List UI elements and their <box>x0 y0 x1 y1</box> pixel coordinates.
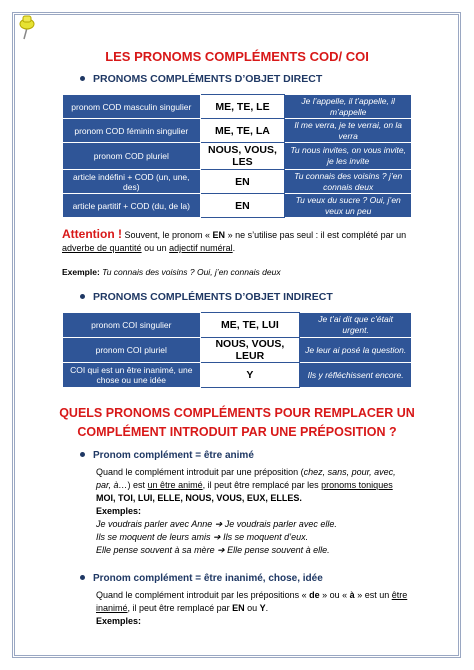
cod-label: article indéfini + COD (un, une, des) <box>63 170 201 194</box>
text: à <box>349 590 355 600</box>
text: Quand le complément introduit par une préposition ( <box>96 467 304 477</box>
text: , il peut être remplacé par <box>127 603 233 613</box>
bullet-icon <box>80 575 85 580</box>
pushpin-icon <box>18 14 36 40</box>
text: Y <box>259 603 266 613</box>
coi-table <box>62 312 412 388</box>
bullet-icon <box>80 294 85 299</box>
text: inanimé <box>96 603 128 613</box>
text: chez, sans, pour, avec, <box>303 467 396 477</box>
cod-pronoun: NOUS, VOUS, LES <box>200 143 285 170</box>
table-row <box>63 119 412 143</box>
text: adjectif numéral <box>169 243 233 253</box>
coi-pronoun: ME, TE, LUI <box>200 313 300 338</box>
title-line: QUELS PRONOMS COMPLÉMENTS POUR REMPLACER UN <box>59 406 415 420</box>
cod-pronoun: ME, TE, LE <box>200 95 285 119</box>
text: , il peut être remplacé par les <box>202 480 322 490</box>
bullet-icon <box>80 452 85 457</box>
example-label: Exemple: <box>62 267 100 277</box>
subheading-text: Pronom complément = être animé <box>93 450 254 461</box>
text: » est un <box>354 590 392 600</box>
coi-label: pronom COI pluriel <box>63 338 201 363</box>
attention-label: Attention ! <box>62 227 122 241</box>
text: par, à… <box>96 480 128 490</box>
subheading-animate <box>80 450 254 461</box>
coi-label: pronom COI singulier <box>63 313 201 338</box>
text: MOI, TOI, LUI, ELLE, NOUS, VOUS, EUX, ELLES. <box>96 493 302 503</box>
cod-table <box>62 94 412 218</box>
table-row <box>63 143 412 170</box>
text: Quand le complément introduit par les prépositions « <box>96 590 310 600</box>
table-row <box>63 95 412 119</box>
text: adverbe de quantité <box>62 243 142 253</box>
animate-paragraph <box>96 466 426 557</box>
subheading-inanimate <box>80 573 323 584</box>
example-text: Tu connais des voisins ? Oui, j’en connais deux <box>99 267 281 277</box>
text: pronoms toniques <box>321 480 393 490</box>
cod-example: Je l’appelle, il t’appelle, il m’appelle <box>285 95 412 119</box>
cod-label: pronom COD masculin singulier <box>63 95 201 119</box>
examples-label: Exemples: <box>96 616 142 626</box>
bullet-icon <box>80 76 85 81</box>
text: ou un <box>141 243 170 253</box>
example-text: Ils se moquent de leurs amis ➔ Ils se moquent d’eux. <box>96 532 309 542</box>
cod-example: Tu connais des voisins ? j’en connais deux <box>285 170 412 194</box>
cod-label: pronom COD pluriel <box>63 143 201 170</box>
coi-label: COI qui est un être inanimé, une chose ou une idée <box>63 363 201 388</box>
inanimate-paragraph <box>96 589 426 628</box>
section-heading-text: PRONOMS COMPLÉMENTS D’OBJET DIRECT <box>93 73 323 85</box>
text: » ou « <box>319 590 350 600</box>
cod-label: article partitif + COD (du, de la) <box>63 194 201 218</box>
attention-paragraph <box>62 228 414 255</box>
section-heading-text: PRONOMS COMPLÉMENTS D’OBJET INDIRECT <box>93 291 333 303</box>
section-heading-coi <box>80 291 333 303</box>
text: EN <box>212 230 226 240</box>
text: ou <box>244 603 260 613</box>
coi-example: Je leur ai posé la question. <box>300 338 412 363</box>
text: de <box>309 590 320 600</box>
coi-example: Je t’ai dit que c’était urgent. <box>300 313 412 338</box>
text: . <box>232 243 236 253</box>
table-row <box>63 194 412 218</box>
text: » ne s’utilise pas seul : il est complété par un <box>225 230 407 240</box>
page-title: LES PRONOMS COMPLÉMENTS COD/ COI <box>105 49 369 64</box>
coi-pronoun: Y <box>200 363 300 388</box>
title-line: COMPLÉMENT INTRODUIT PAR UNE PRÉPOSITION ? <box>77 425 397 439</box>
text: ) est <box>127 480 148 490</box>
text: Souvent, le pronom « <box>121 230 213 240</box>
table-row <box>63 313 412 338</box>
cod-example: Tu veux du sucre ? Oui, j’en veux un peu <box>285 194 412 218</box>
example-text: Elle pense souvent à sa mère ➔ Elle pense souvent à elle. <box>96 545 330 555</box>
section-title-prepositions <box>0 404 474 442</box>
coi-example: Ils y réfléchissent encore. <box>300 363 412 388</box>
text: . <box>265 603 269 613</box>
cod-pronoun: EN <box>200 194 285 218</box>
table-row <box>63 338 412 363</box>
example-text: Je voudrais parler avec Anne ➔ Je voudrais parler avec elle. <box>96 519 337 529</box>
cod-example: Il me verra, je te verrai, on la verra <box>285 119 412 143</box>
table-row <box>63 170 412 194</box>
text: être <box>391 590 408 600</box>
example-line <box>62 266 281 279</box>
examples-label: Exemples: <box>96 506 142 516</box>
table-row <box>63 363 412 388</box>
cod-example: Tu nous invites, on vous invite, je les invite <box>285 143 412 170</box>
text: EN <box>232 603 245 613</box>
text: un être animé <box>147 480 203 490</box>
subheading-text: Pronom complément = être inanimé, chose, idée <box>93 573 323 584</box>
cod-pronoun: ME, TE, LA <box>200 119 285 143</box>
section-heading-cod <box>80 73 322 85</box>
cod-label: pronom COD féminin singulier <box>63 119 201 143</box>
coi-pronoun: NOUS, VOUS, LEUR <box>200 338 300 363</box>
cod-pronoun: EN <box>200 170 285 194</box>
